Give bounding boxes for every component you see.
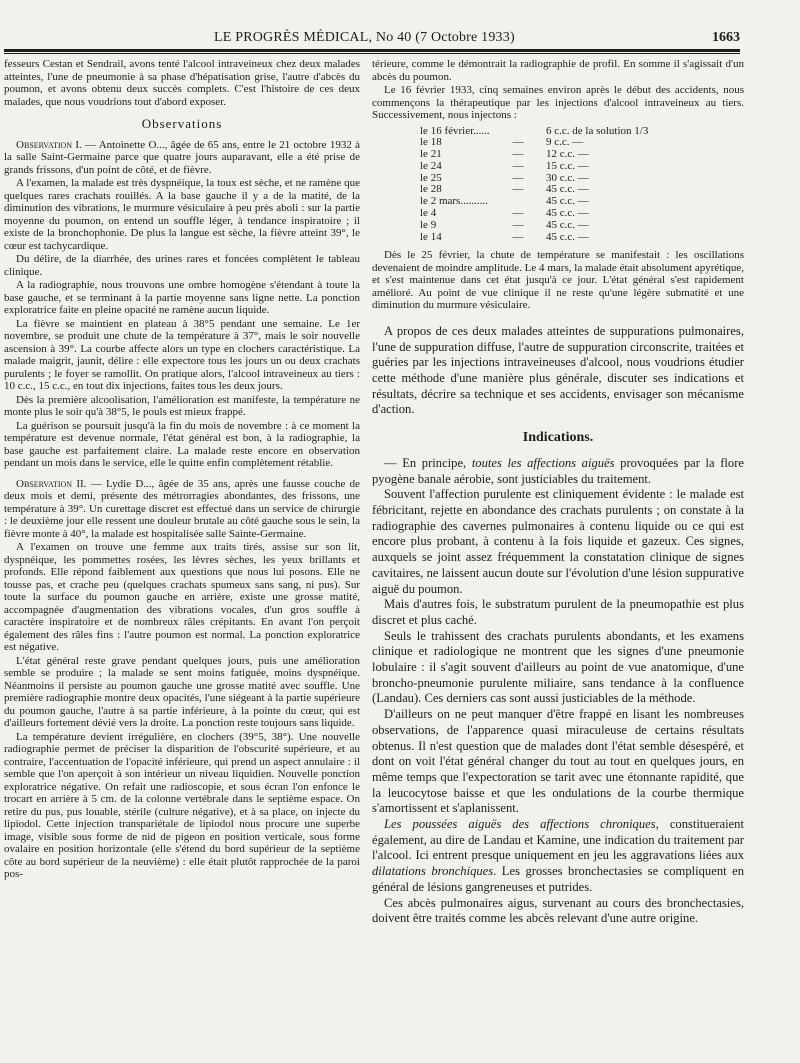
text-run: constitueraient également, au dire de Landau et Kamine, une indication du traitement par l'alcool. Ici entrent presque uniquement en jeu les aggravations liées aux: [372, 817, 744, 863]
paragraph: [372, 817, 744, 896]
dose-ditto: —: [512, 148, 524, 161]
dose-date: le 25: [420, 171, 442, 184]
observation-1-label: Observation I.: [16, 138, 82, 151]
dose-value: 15 c.c. —: [546, 159, 589, 172]
paragraph: térieure, comme le démontrait la radiographie de profil. En somme il s'agissait d'un abcès du poumon.: [372, 58, 744, 83]
dose-value: 12 c.c. —: [546, 148, 589, 161]
left-column: [4, 58, 360, 1058]
dose-ditto: —: [512, 136, 524, 149]
paragraph: La fièvre se maintient en plateau à 38°5 pendant une semaine. Le 1er novembre, se produit une chute de la température à 37°, mais le soir nouvelle ascension à 39°. La courbe affecte alors un type en clochers caractéristique. La malade maigrit, jaunit, délire : elle expectore tous les jours un ou deux crachats purulents ; le foyer se ramollit. On pratique alors, l'alcool intraveineux au tiers : 10 c.c., 15 c.c., en tout dix injections, faites tous les deux jours.: [4, 317, 360, 392]
section-heading-observations: Observations: [141, 116, 223, 131]
dose-row: [416, 232, 652, 244]
header-rule: [4, 49, 740, 52]
journal-title: LE PROGRÈS MÉDICAL, No 40 (7 Octobre 1933): [214, 30, 515, 45]
dose-date: le 2 mars..........: [420, 195, 488, 208]
dose-ditto: —: [512, 230, 524, 243]
dose-value: 30 c.c. —: [546, 171, 589, 184]
dose-ditto: —: [512, 218, 524, 231]
dose-value: 45 c.c. —: [546, 195, 589, 208]
header-rule-thin: [4, 53, 740, 54]
paragraph: La guérison se poursuit jusqu'à la fin du mois de novembre : à ce moment la température est devenue normale, l'état général est bon, à la radiographie, la base gauche est parfaitement claire. La malade reste encore en observation pendant un mois dans le service, elle le quitte enfin complètement rétablie.: [4, 419, 360, 469]
observation-1-paragraph: [4, 139, 360, 177]
page-number: 1663: [712, 30, 740, 45]
dose-row: [416, 137, 652, 149]
dose-value: 6 c.c. de la solution 1/3: [546, 124, 649, 137]
text-run: — En principe,: [384, 455, 472, 470]
paragraph: Seuls le trahissent des crachats purulents abondants, et les examens clinique et radiologique ne montrent que les signes d'une pneumonie lobulaire : il s'agit souvent d'ailleurs au point de vue anatomique, d'une broncho-pneumonie purulente miliaire, sans tendance à la confluence (Landau). Ces derniers cas sont aussi justiciables de la méthode.: [372, 628, 744, 706]
paragraph: Dès la première alcoolisation, l'amélioration est manifeste, la température ne monte plus le soir qu'à 38°5, le pouls est mieux frappé.: [4, 393, 360, 418]
dose-date: le 14: [420, 230, 442, 243]
dose-date: le 24: [420, 159, 442, 172]
dose-value: 9 c.c. —: [546, 136, 584, 149]
italic-text: Les poussées aiguës des affections chroniques,: [384, 817, 659, 832]
paragraph: Souvent l'affection purulente est cliniquement évidente : le malade est fébricitant, rejette en abondance des crachats purulents ; on constate à la radiographie des cavernes pulmonaires à contenu liquide ou ce qui est encore plus probant, à contenu à la fois liquide et gazeux. Ces signes, auxquels se joint assez fréquemment la constatation clinique de signes cavitaires, ne laissent aucun doute sur l'évolution d'une lésion suppurative aiguë du poumon.: [372, 487, 744, 596]
section-heading-indications: Indications.: [522, 430, 594, 446]
page-header: [4, 30, 740, 50]
dose-row: [416, 220, 652, 232]
dose-row: [416, 126, 652, 138]
summary-paragraph: A propos de ces deux malades atteintes de suppurations pulmonaires, l'une de suppuration diffuse, l'autre de suppuration circonscrite, traitées et guéries par les injections intraveineuses d'alcool, nous voudrions étudier cette méthode d'une manière plus générale, discuter ses indications et résultats, décrire sa technique et ses accidents, envisager son mécanisme d'action.: [372, 323, 744, 417]
right-column: [372, 58, 744, 1058]
paragraph: L'état général reste grave pendant quelques jours, puis une amélioration semble se produire ; la malade se sent moins fatiguée, moins dyspnéique. Néanmoins il persiste au poumon gauche une grosse matité avec souffle. Une première radiographie montre deux opacités, l'une siégeant à la partie supérieure du poumon gauche, l'autre à sa partie inférieure, à la pointe du cœur, qui est d'ailleurs fortement dévié vers la droite. La ponction reste toujours sans liquide.: [4, 654, 360, 729]
paragraph: Le 16 février 1933, cinq semaines environ après le début des accidents, nous commençons la thérapeutique par les injections d'alcool intraveineux au tiers. Successivement, nous injectons :: [372, 84, 744, 121]
dose-date: le 9: [420, 218, 437, 231]
dose-date: le 28: [420, 183, 442, 196]
dose-date: le 18: [420, 136, 442, 149]
observation-1-text: — Antoinette O..., âgée de 65 ans, entre le 21 octobre 1932 à la salle Saint-Germaine parce que quatre jours auparavant, elle a été prise de grands frissons, d'un point de côté, et de fièvre.: [4, 138, 360, 176]
text-run: . Les grosses bronchectasies se compliquent en général de lésions gangreneuses et putrides.: [372, 864, 744, 894]
dose-date: le 21: [420, 148, 442, 161]
paragraph: D'ailleurs on ne peut manquer d'être frappé en lisant les nombreuses observations, de l'apparence quasi miraculeuse de certains résultats obtenus. Il n'est question que de malades dont l'état semble désespéré, et dont on voit l'état général changer du tout au tout en quelques jours, en même temps que l'expectoration se tarit avec une étonnante rapidité, que la leucocytose baisse et que les ondulations de la courbe thermique s'amortissent et s'aplanissent.: [372, 707, 744, 816]
dose-value: 45 c.c. —: [546, 218, 589, 231]
paragraph: A l'examen, la malade est très dyspnéique, la toux est sèche, et ne ramène que quelques rares crachats rouillés. A la base gauche il y a de la matité, de la diminution des vibrations, le murmure vésiculaire à peu près aboli : sur la partie moyenne du poumon, on entend un souffle léger, à tendance inspiratoire ; il existe de la bronchophonie. De plus la langue est sèche, la fièvre atteint 39°, le cœur est tachycardique.: [4, 177, 360, 252]
dose-row: [416, 208, 652, 220]
paragraph: Ces abcès pulmonaires aigus, survenant au cours des bronchectasies, doivent être traités comme les abcès relevant d'une autre origine.: [372, 895, 744, 926]
observation-2-text: — Lydie D..., âgée de 35 ans, après une fausse couche de deux mois et demi, présente des métrorragies abondantes, des frissons, une température à 39°. Un curettage discret est effectué dans un service de chirurgie : le deuxième jour elle ressent une douleur brutale au côté gauche sous le sein, la fièvre monte à 40°, la malade est hospitalisée salle Sainte-Germaine.: [4, 477, 360, 540]
dose-value: 45 c.c. —: [546, 183, 589, 196]
dose-row: [416, 149, 652, 161]
dose-row: [416, 161, 652, 173]
paragraph: La température devient irrégulière, en clochers (39°5, 38°). Une nouvelle radiographie permet de préciser la disparition de l'obscurité supérieure, et au contraire, l'accentuation de l'opacité inférieure, qui prend un aspect annulaire : il semble que l'on aperçoit à son intérieur un niveau liquidien. Nouvelle ponction exploratrice négative. On refait une radioscopie, et sous écran l'on enfonce le trocart en arrière à 5 cm. de la colonne vertébrale dans le septième espace. On retire du pus, pus louable, stérile (culture négative), et à sa place, on injecte du lipiodol. Cette injection transpariétale de lipiodol nous procure une superbe image, visible sous forme de nid de pigeon en position verticale, sous forme ovalaire en position horizontale (elle s'étend du bord supérieur de la septième côte au bord supérieur de la neuvième) : elle était plutôt rapprochée de la paroi pos-: [4, 730, 360, 880]
dose-schedule-table: [416, 126, 652, 244]
dose-value: 45 c.c. —: [546, 230, 589, 243]
dose-date: le 4: [420, 207, 437, 220]
paragraph: A l'examen on trouve une femme aux traits tirés, assise sur son lit, dyspnéique, les pommettes rosées, les lèvres sèches, les yeux brillants et profonds. Elle répond faiblement aux questions que nous lui posons. Elle ne tousse pas, et crache peu (quelques crachats spumeux sans sang, ni pus). Sur toute la surface du poumon gauche en arrière, existe une grosse matité, accompagnée d'augmentation des vibrations vocales, d'un gros souffle à caractère inspiratoire et de nombreux râles crépitants. En avant l'on perçoit également des râles fins : l'autre poumon est normal. La ponction exploratrice est négative.: [4, 541, 360, 653]
paragraph: [372, 456, 744, 487]
dose-row: [416, 173, 652, 185]
paragraph: Du délire, de la diarrhée, des urines rares et foncées complètent le tableau clinique.: [4, 253, 360, 278]
italic-text: dilatations bronchiques: [372, 864, 494, 879]
paragraph: A la radiographie, nous trouvons une ombre homogène s'étendant à toute la base gauche, et se terminant à la partie moyenne sans ligne nette. La ponction exploratrice faite en pleine opacité ne ramène aucun liquide.: [4, 279, 360, 316]
case-continuation: [372, 58, 744, 312]
italic-text: toutes les affections aiguës: [471, 455, 615, 470]
paragraph: Mais d'autres fois, le substratum purulent de la pneumopathie est plus discret et plus caché.: [372, 597, 744, 627]
main-text: [372, 324, 744, 927]
observation-2-paragraph: [4, 478, 360, 541]
dose-ditto: —: [512, 159, 524, 172]
dose-date: le 16 février......: [420, 124, 490, 137]
dose-ditto: —: [512, 183, 524, 196]
dose-ditto: —: [512, 171, 524, 184]
dose-ditto: —: [512, 207, 524, 220]
dose-value: 45 c.c. —: [546, 207, 589, 220]
dose-row: [416, 196, 652, 208]
observation-2-label: Observation II.: [16, 477, 87, 490]
text-run: provoquées par la flore pyogène banale aérobie, sont justiciables du traitement.: [372, 455, 744, 486]
paragraph: Dès le 25 février, la chute de température se manifestait : les oscillations devenaient de moindre amplitude. Le 4 mars, la malade était absolument apyrétique, et s'est maintenue dans cet état jusqu'à ce jour. L'état général s'est rapidement amélioré. Au point de vue clinique il ne reste qu'une légère submatité et une diminution du murmure vésiculaire.: [372, 249, 744, 312]
intro-paragraph: fesseurs Cestan et Sendrail, avons tenté l'alcool intraveineux chez deux malades atteintes, l'une de pneumonie à sa phase d'hépatisation grise, l'autre d'abcès du poumon, et avons obtenu deux succès complets. C'est l'histoire de ces deux malades, que nous voudrions tout d'abord exposer.: [4, 58, 360, 108]
